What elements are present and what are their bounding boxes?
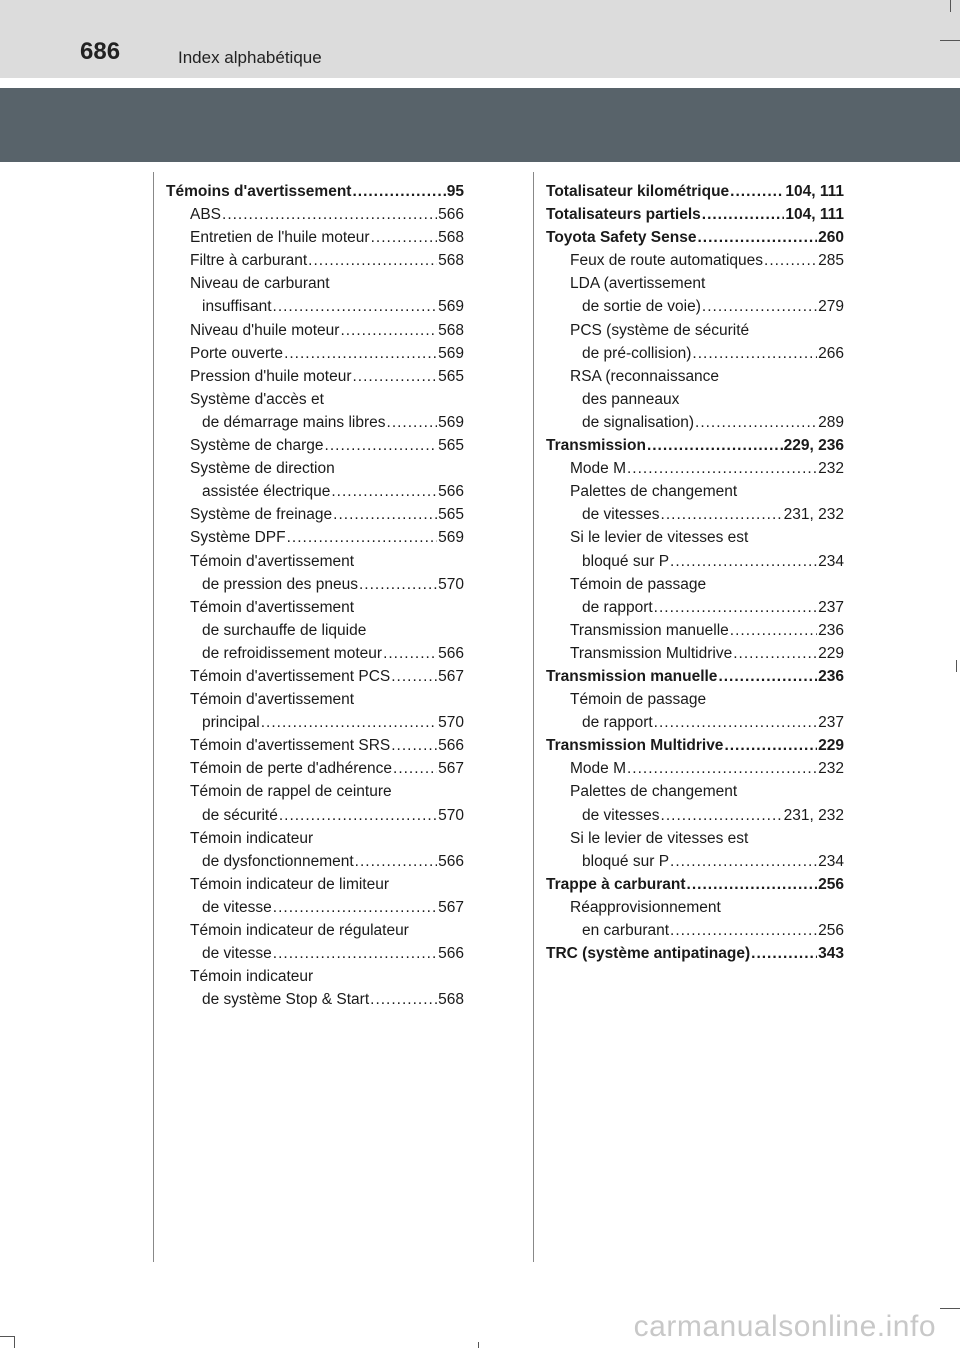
index-entry-label: Mode M xyxy=(570,760,626,778)
dark-banner xyxy=(0,88,960,162)
index-entry-label: Palettes de changement xyxy=(570,783,738,801)
index-entry xyxy=(166,388,464,411)
dot-leader xyxy=(733,642,817,665)
dot-leader xyxy=(353,365,438,388)
index-entry xyxy=(166,850,464,873)
index-entry-page[interactable]: 566 xyxy=(438,852,464,870)
index-entry xyxy=(166,319,464,342)
index-entry-label: Témoin indicateur de régulateur xyxy=(190,922,409,939)
index-entry xyxy=(546,780,844,803)
dot-leader xyxy=(371,226,438,249)
index-entry-label: Pression d'huile moteur xyxy=(190,367,352,385)
index-entry xyxy=(166,619,464,642)
index-entry-label: Transmission Multidrive xyxy=(570,644,733,662)
index-entry xyxy=(546,226,844,249)
dot-leader xyxy=(647,434,783,457)
index-entry-label: de dysfonctionnement xyxy=(202,852,354,870)
dot-leader xyxy=(687,873,818,896)
crop-mark xyxy=(0,1336,14,1337)
index-entry-page[interactable]: 566 xyxy=(438,945,464,963)
index-entry-page[interactable]: 234 xyxy=(818,552,844,570)
index-entry-page[interactable]: 260 xyxy=(818,229,844,247)
index-entry-label: de rapport xyxy=(582,598,653,616)
index-entry-page[interactable]: 231, 232 xyxy=(783,806,844,824)
index-entry-label: Feux de route automatiques xyxy=(570,252,764,270)
dot-leader xyxy=(724,734,817,757)
dot-leader xyxy=(692,342,817,365)
index-entry-label: Témoin d'avertissement xyxy=(190,552,355,570)
index-entry-label: de vitesse xyxy=(202,945,272,963)
watermark: carmanualsonline.info xyxy=(633,1310,936,1343)
index-entry-label: Système de direction xyxy=(190,460,335,478)
dot-leader xyxy=(695,411,817,434)
index-entry-label: Témoin d'avertissement PCS xyxy=(190,667,391,685)
index-entry-label: de système Stop & Start xyxy=(202,991,370,1009)
index-entry-label: Transmission xyxy=(546,437,646,455)
dot-leader xyxy=(340,319,437,342)
index-entry xyxy=(166,896,464,919)
index-entry-page[interactable]: 232 xyxy=(818,760,844,778)
dot-leader xyxy=(325,434,438,457)
index-entry-page[interactable]: 570 xyxy=(438,575,464,593)
dot-leader xyxy=(393,757,437,780)
index-entry xyxy=(166,203,464,226)
dot-leader xyxy=(222,203,437,226)
index-entry-label: Si le levier de vitesses est xyxy=(570,529,749,547)
dot-leader xyxy=(764,249,817,272)
dot-leader xyxy=(697,226,817,249)
index-entry xyxy=(166,873,464,896)
index-entry-page[interactable]: 285 xyxy=(818,252,844,270)
index-entry xyxy=(546,319,844,342)
index-entry xyxy=(166,757,464,780)
index-entry-label: Mode M xyxy=(570,460,626,478)
index-entry xyxy=(166,804,464,827)
index-entry xyxy=(546,734,844,757)
index-entry-label: Transmission manuelle xyxy=(570,621,729,639)
index-entry-page[interactable]: 229 xyxy=(818,644,844,662)
index-entry-page[interactable]: 231, 232 xyxy=(783,506,844,524)
dot-leader xyxy=(261,711,437,734)
dot-leader xyxy=(273,942,437,965)
index-entry xyxy=(166,596,464,619)
dot-leader xyxy=(391,734,437,757)
index-entry-label: de démarrage mains libres xyxy=(202,413,386,431)
dot-leader xyxy=(333,503,437,526)
index-entry-page[interactable]: 232 xyxy=(818,460,844,478)
dot-leader xyxy=(352,180,445,203)
index-entry xyxy=(166,919,464,942)
index-entry xyxy=(166,434,464,457)
index-entry xyxy=(546,295,844,318)
index-entry-page[interactable]: 568 xyxy=(438,252,464,270)
index-entry-label: Témoin de passage xyxy=(570,575,707,593)
index-entry-label: RSA (reconnaissance xyxy=(570,367,720,385)
index-entry xyxy=(166,942,464,965)
index-entry-page[interactable]: 229 xyxy=(818,737,844,755)
crop-mark xyxy=(956,660,957,672)
index-entry xyxy=(166,988,464,1011)
index-entry-page[interactable]: 95 xyxy=(446,183,464,200)
index-entry-label: Système de charge xyxy=(190,437,324,455)
left-column-rule xyxy=(153,172,154,1262)
index-entry-label: bloqué sur P xyxy=(582,552,670,570)
index-entry xyxy=(546,827,844,850)
index-entry-page[interactable]: 266 xyxy=(818,344,844,362)
index-entry-label: Système de freinage xyxy=(190,506,333,524)
index-entry-page[interactable]: 568 xyxy=(438,991,464,1009)
index-entry-page[interactable]: 104, 111 xyxy=(785,206,844,224)
dot-leader xyxy=(730,180,784,203)
index-entry-page[interactable]: 566 xyxy=(438,644,464,662)
index-entry-label: Transmission manuelle xyxy=(546,667,718,685)
index-entry-label: Système DPF xyxy=(190,529,286,547)
crop-mark xyxy=(940,40,960,41)
left-index-column xyxy=(166,180,464,1011)
dot-leader xyxy=(654,596,817,619)
dot-leader xyxy=(627,457,817,480)
index-entry-label: Palettes de changement xyxy=(570,483,738,501)
crop-mark xyxy=(14,1336,15,1348)
dot-leader xyxy=(702,203,785,226)
index-entry-page[interactable]: 569 xyxy=(438,529,464,547)
dot-leader xyxy=(661,804,783,827)
dot-leader xyxy=(718,665,817,688)
index-entry xyxy=(546,411,844,434)
index-entry-label: Totalisateur kilométrique xyxy=(546,183,730,200)
index-entry-page[interactable]: 566 xyxy=(438,206,464,224)
index-entry-label: Niveau de carburant xyxy=(190,275,330,293)
index-entry-label: ABS xyxy=(190,206,222,224)
index-entry-page[interactable]: 565 xyxy=(438,506,464,524)
dot-leader xyxy=(661,503,783,526)
index-entry xyxy=(546,919,844,942)
index-entry-label: de rapport xyxy=(582,714,653,732)
index-entry xyxy=(166,411,464,434)
index-entry-label: Témoin de perte d'adhérence xyxy=(190,760,393,778)
index-entry-label: Témoin de rappel de ceinture xyxy=(190,783,392,801)
index-entry xyxy=(546,342,844,365)
index-entry xyxy=(166,503,464,526)
index-entry xyxy=(166,295,464,318)
index-entry-label: Si le levier de vitesses est xyxy=(570,829,749,847)
header-gap xyxy=(0,78,960,88)
index-entry-page[interactable]: 570 xyxy=(438,806,464,824)
index-entry-page[interactable]: 568 xyxy=(438,321,464,339)
index-entry-page[interactable]: 565 xyxy=(438,437,464,455)
index-entry xyxy=(546,688,844,711)
index-entry xyxy=(166,365,464,388)
index-entry xyxy=(546,388,844,411)
index-entry xyxy=(166,665,464,688)
index-entry xyxy=(546,642,844,665)
index-entry-label: de vitesses xyxy=(582,806,660,824)
index-entry xyxy=(546,434,844,457)
dot-leader xyxy=(670,850,817,873)
index-entry xyxy=(166,272,464,295)
index-entry xyxy=(546,804,844,827)
index-entry-label: de pression des pneus xyxy=(202,575,358,593)
index-entry-page[interactable]: 343 xyxy=(818,945,844,963)
dot-leader xyxy=(627,757,817,780)
index-entry-page[interactable]: 289 xyxy=(818,413,844,431)
dot-leader xyxy=(284,342,437,365)
index-entry-label: bloqué sur P xyxy=(582,852,670,870)
index-entry-page[interactable]: 569 xyxy=(438,298,464,316)
index-entry xyxy=(546,665,844,688)
index-entry xyxy=(546,619,844,642)
index-entry xyxy=(166,780,464,803)
index-entry-label: Trappe à carburant xyxy=(546,875,686,893)
index-entry-label: Témoin d'avertissement xyxy=(190,691,355,709)
index-entry xyxy=(166,526,464,549)
index-entry-page[interactable]: 237 xyxy=(818,598,844,616)
index-entry-page[interactable]: 236 xyxy=(818,621,844,639)
index-entry xyxy=(546,850,844,873)
dot-leader xyxy=(355,850,437,873)
index-entry xyxy=(546,942,844,965)
index-entry-label: PCS (système de sécurité xyxy=(570,321,750,339)
dot-leader xyxy=(279,804,437,827)
index-entry-label: Réapprovisionnement xyxy=(570,898,721,916)
index-entry-label: Totalisateurs partiels xyxy=(546,206,701,224)
index-entry xyxy=(166,711,464,734)
index-entry xyxy=(546,573,844,596)
dot-leader xyxy=(359,573,437,596)
index-entry-label: insuffisant xyxy=(202,298,272,316)
index-entry xyxy=(546,757,844,780)
index-entry-page[interactable]: 256 xyxy=(818,922,844,939)
index-entry-page[interactable]: 237 xyxy=(818,714,844,732)
crop-mark xyxy=(940,1308,960,1309)
dot-leader xyxy=(287,526,438,549)
index-entry-label: Témoins d'avertissement xyxy=(166,183,352,200)
index-entry xyxy=(546,180,844,203)
dot-leader xyxy=(751,942,817,965)
index-entry-page[interactable]: 567 xyxy=(438,898,464,916)
index-entry-page[interactable]: 567 xyxy=(438,760,464,778)
dot-leader xyxy=(331,480,437,503)
index-entry xyxy=(546,272,844,295)
index-entry-label: de refroidissement moteur xyxy=(202,644,383,662)
dot-leader xyxy=(273,295,438,318)
index-entry xyxy=(166,550,464,573)
index-entry-label: Entretien de l'huile moteur xyxy=(190,229,370,247)
center-column-rule xyxy=(533,172,534,1262)
index-entry xyxy=(166,688,464,711)
index-entry-label: de sortie de voie) xyxy=(582,298,701,316)
index-entry xyxy=(166,734,464,757)
index-entry-page[interactable]: 279 xyxy=(818,298,844,316)
crop-mark xyxy=(950,0,951,12)
index-entry-label: de pré-collision) xyxy=(582,344,692,362)
index-entry xyxy=(546,457,844,480)
index-entry xyxy=(166,642,464,665)
index-entry-page[interactable]: 567 xyxy=(438,667,464,685)
index-entry-page[interactable]: 566 xyxy=(438,737,464,755)
index-entry-label: Niveau d'huile moteur xyxy=(190,321,340,339)
page-number: 686 xyxy=(80,38,121,65)
index-entry-page[interactable]: 229, 236 xyxy=(783,437,844,455)
index-entry xyxy=(546,480,844,503)
index-entry-label: Filtre à carburant xyxy=(190,252,308,270)
index-entry-label: Témoin de passage xyxy=(570,691,707,709)
index-entry xyxy=(546,249,844,272)
index-entry-label: Transmission Multidrive xyxy=(546,737,724,755)
section-title: Index alphabétique xyxy=(178,48,322,67)
index-entry xyxy=(546,896,844,919)
dot-leader xyxy=(387,411,438,434)
index-entry xyxy=(166,573,464,596)
index-entry-label: Toyota Safety Sense xyxy=(546,229,697,247)
dot-leader xyxy=(383,642,437,665)
index-entry xyxy=(546,550,844,573)
dot-leader xyxy=(308,249,437,272)
index-entry xyxy=(166,827,464,850)
index-entry-label: Témoin indicateur xyxy=(190,829,314,847)
index-entry-label: Témoin indicateur de limiteur xyxy=(190,875,390,893)
index-entry-label: principal xyxy=(202,714,260,732)
index-entry-label: Témoin d'avertissement SRS xyxy=(190,737,391,755)
index-entry xyxy=(166,249,464,272)
index-entry xyxy=(546,873,844,896)
index-entry xyxy=(546,203,844,226)
index-entry xyxy=(546,711,844,734)
index-entry-label: de signalisation) xyxy=(582,413,695,431)
index-entry-page[interactable]: 104, 111 xyxy=(785,183,844,200)
index-entry-page[interactable]: 569 xyxy=(438,413,464,431)
index-entry-page[interactable]: 566 xyxy=(438,483,464,501)
index-entry xyxy=(166,965,464,988)
index-entry-page[interactable]: 565 xyxy=(438,367,464,385)
index-entry xyxy=(546,596,844,619)
index-entry xyxy=(546,503,844,526)
index-entry-label: de vitesses xyxy=(582,506,660,524)
index-entry xyxy=(166,457,464,480)
crop-mark xyxy=(478,1342,479,1348)
dot-leader xyxy=(730,619,817,642)
index-entry-label: de vitesse xyxy=(202,898,272,916)
index-entry-page[interactable]: 256 xyxy=(818,875,844,893)
index-entry-label: en carburant xyxy=(582,922,670,939)
dot-leader xyxy=(670,550,817,573)
index-entry xyxy=(166,480,464,503)
index-entry xyxy=(166,226,464,249)
index-entry-label: Système d'accès et xyxy=(190,390,324,408)
index-entry xyxy=(166,180,464,203)
index-entry xyxy=(546,365,844,388)
index-entry-page[interactable]: 236 xyxy=(818,667,844,685)
index-entry-label: LDA (avertissement xyxy=(570,275,706,293)
right-index-column xyxy=(546,180,844,965)
dot-leader xyxy=(654,711,817,734)
dot-leader xyxy=(670,919,817,942)
index-entry xyxy=(166,342,464,365)
dot-leader xyxy=(702,295,817,318)
index-entry-label: assistée électrique xyxy=(202,483,331,501)
index-entry-label: Témoin d'avertissement xyxy=(190,598,355,616)
index-entry xyxy=(546,526,844,549)
index-entry-label: de sécurité xyxy=(202,806,278,824)
dot-leader xyxy=(273,896,437,919)
index-entry-label: des panneaux xyxy=(582,390,680,408)
index-entry-label: TRC (système antipatinage) xyxy=(546,945,751,963)
index-entry-page[interactable]: 568 xyxy=(438,229,464,247)
index-entry-label: de surchauffe de liquide xyxy=(202,621,367,639)
index-entry-label: Porte ouverte xyxy=(190,344,284,362)
index-entry-label: Témoin indicateur xyxy=(190,968,314,986)
index-entry-page[interactable]: 570 xyxy=(438,714,464,732)
header-band xyxy=(0,0,960,78)
dot-leader xyxy=(391,665,437,688)
dot-leader xyxy=(370,988,437,1011)
index-entry-page[interactable]: 234 xyxy=(818,852,844,870)
index-entry-page[interactable]: 569 xyxy=(438,344,464,362)
